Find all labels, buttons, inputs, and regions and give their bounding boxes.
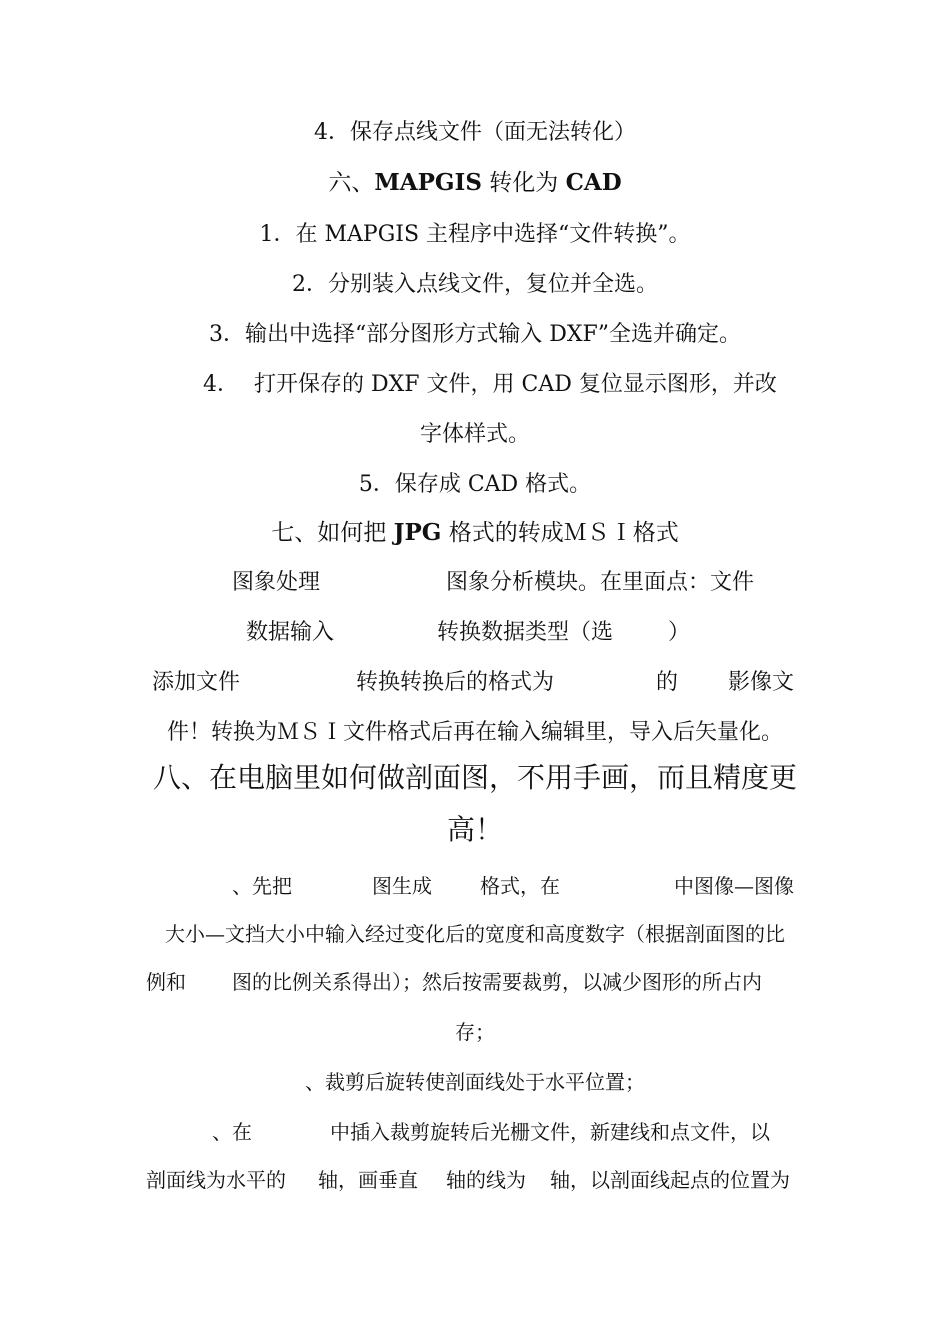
section-8-p1-line-4: 存； — [455, 1020, 495, 1044]
section-7-line-3-d: 影像文 — [728, 670, 795, 695]
section-6-step-1: 1．在 MAPGIS 主程序中选择“文件转换”。 — [259, 222, 691, 247]
section-6-step-5: 5．保存成 CAD 格式。 — [358, 472, 592, 497]
section-8-p1-a: 、先把 — [232, 874, 292, 898]
section-8-p2: 、裁剪后旋转使剖面线处于水平位置； — [305, 1070, 645, 1094]
section-7-heading-suffix: 格式的转成ＭＳＩ格式 — [441, 520, 679, 546]
section-8-p3-line-2-b: 轴，画垂直 — [318, 1168, 418, 1192]
section-8-p1-line-3-a: 例和 — [146, 970, 186, 994]
section-7-line-3-b: 转换转换后的格式为 — [356, 670, 555, 695]
section-7-line-2-a: 数据输入 — [246, 620, 335, 645]
section-6-step-4-text: 打开保存的 DXF 文件，用 CAD 复位显示图形，并改 — [254, 372, 777, 397]
section-7-line-2-b: 转换数据类型（选 — [437, 620, 614, 645]
section-8-p1-line-2: 大小—文挡大小中输入经过变化后的宽度和高度数字（根据剖面图的比 — [165, 922, 785, 946]
section-7-heading — [0, 518, 950, 548]
section-6-step-4-continued: 字体样式。 — [419, 422, 530, 447]
save-point-line-step: 4．保存点线文件（面无法转化） — [314, 120, 636, 145]
section-6-heading-cad: CAD — [565, 169, 622, 196]
section-7-line-2-c: ） — [668, 620, 691, 645]
section-7-heading-jpg: JPG — [393, 519, 442, 546]
section-7-line-4: 件！转换为ＭＳＩ文件格式后再在输入编辑里，导入后矢量化。 — [166, 720, 783, 745]
section-7-line-3-a: 添加文件 — [152, 670, 241, 695]
section-6-step-4-number: 4． — [203, 372, 239, 397]
section-8-p1-d: 中图像—图像 — [674, 874, 794, 898]
section-7-line-1-a: 图象处理 — [232, 570, 321, 595]
section-8-p3-a: 、在 — [212, 1120, 252, 1144]
section-8-p1-line-3-b: 图的比例关系得出）；然后按需要裁剪，以减少图形的所占内 — [232, 970, 762, 994]
section-6-heading-mid: 转化为 — [481, 170, 566, 196]
section-8-heading-line-1: 八、在电脑里如何做剖面图，不用手画，而且精度更 — [152, 761, 797, 794]
section-8-p1-c: 格式，在 — [480, 874, 560, 898]
section-6-step-2: 2．分别装入点线文件，复位并全选。 — [292, 272, 658, 297]
section-8-p1-b: 图生成 — [372, 874, 432, 898]
section-6-heading — [0, 168, 950, 198]
section-8-p3-line-2-c: 轴的线为 — [446, 1168, 526, 1192]
section-7-line-1-b: 图象分析模块。在里面点：文件 — [446, 570, 755, 595]
section-8-p3-line-2-a: 剖面线为水平的 — [146, 1168, 286, 1192]
section-7-line-3-c: 的 — [656, 670, 679, 695]
section-6-heading-prefix: 六、 — [328, 170, 375, 196]
section-6-step-3: 3．输出中选择“部分图形方式输入 DXF”全选并确定。 — [208, 322, 742, 347]
section-8-p3-line-2-d: 轴，以剖面线起点的位置为 — [550, 1168, 790, 1192]
section-6-heading-mapgis: MAPGIS — [374, 169, 482, 196]
section-7-heading-prefix: 七、如何把 — [271, 520, 394, 546]
section-8-heading-line-2: 高！ — [446, 813, 503, 846]
section-8-p3-b: 中插入裁剪旋转后光栅文件，新建线和点文件，以 — [330, 1120, 770, 1144]
